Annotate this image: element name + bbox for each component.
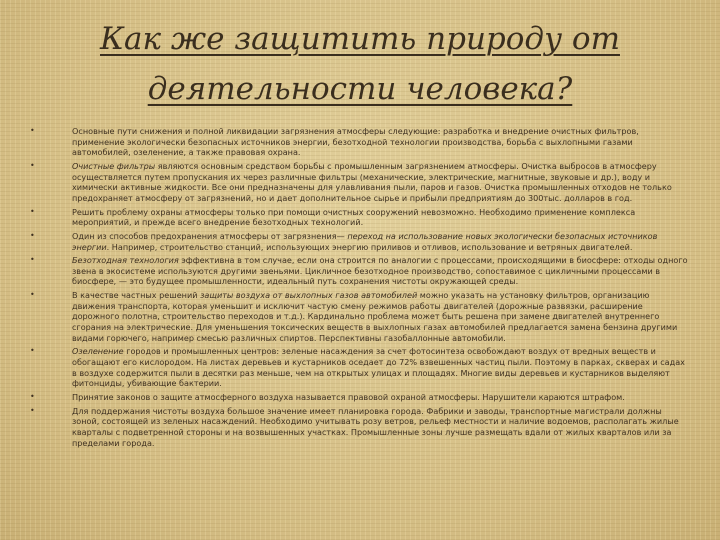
bullet-text: Для поддержания чистоты воздуха большое значение имеет планировка города. Фабрики и заводы, транспортные магистрали должны зоной, состоящей из зеленых насаждений. Необходимо учитывать розу ветров, рельеф местности и наличие водоемов, располагать жилые кварталы с подветренной стороны и на возвышенных участках. Промышленные зоны лучше размещать вдали от жилых кварталов или за пределами города.	[72, 405, 679, 448]
bullet-emphasis: Безотходная технология	[72, 255, 179, 266]
bullet-item	[28, 126, 690, 158]
bullet-emphasis: защиты воздуха от выхлопных газов автомобилей	[200, 290, 418, 301]
bullet-text-after: . Например, строительство станций, использующих энергию приливов и отливов, использование и ветряных двигателей.	[106, 241, 633, 252]
bullet-text: Принятие законов о защите атмосферного воздуха называется правовой охраной атмосферы. Нарушители караются штрафом.	[72, 391, 625, 402]
bullet-item	[28, 161, 690, 203]
bullet-item	[28, 346, 690, 388]
bullet-text: Один из способов предохранения атмосферы от загрязнения—	[72, 230, 348, 241]
title-line-1: Как же защитить природу от	[100, 21, 620, 57]
bullet-text-after: можно указать на установку фильтров, организацию движения транспорта, которая уменьшит и исключит частую смену режимов работы двигателей (дорожные развязки, расширение дорожного полотна, строительство переходов и т.д.). Кардинально проблема может быть решена при замене двигателей внутреннего сгорания на электрические. Для уменьшения токсических веществ в выхлопных газах автомобилей предлагается замена бензина другими видами горючего, например смесью различных спиртов. Перспективны газобаллонные автомобили.	[72, 290, 678, 343]
bullet-emphasis: Очистные фильтры	[72, 160, 156, 171]
bullet-item	[28, 290, 690, 343]
bullet-item	[28, 231, 690, 252]
bullet-text: Основные пути снижения и полной ликвидации загрязнения атмосферы следующие: разработка и внедрение очистных фильтров, применение экологически безопасных источников энергии, безотходной технологии производства, борьба с выхлопными газами автомобилей, озеленение, а также правовая охрана.	[72, 126, 639, 158]
title-line-2: деятельности человека?	[147, 71, 573, 107]
bullet-text: эффективна в том случае, если она строится по аналогии с процессами, происходящими в биосфере: отходы одного звена в экосистеме используются другими звеньями. Цикличное безотходное производство, сопоставимое с цикличными процессами в биосфере, — это будущее промышленности, идеальный путь сохранения чистоты окружающей среды.	[72, 255, 688, 287]
bullet-item	[28, 392, 690, 403]
bullet-item	[28, 207, 690, 228]
bullet-text: городов и промышленных центров: зеленые насаждения за счет фотосинтеза освобождают воздух от вредных веществ и обогащают его кислородом. На листах деревьев и кустарников оседает до 72% взвешенных частиц пыли. Поэтому в парках, скверах и садах в воздухе содержится пыли в десятки раз меньше, чем на открытых улицах и площадях. Многие виды деревьев и кустарников выделяют фитонциды, убивающие бактерии.	[72, 346, 685, 389]
bullet-item	[28, 255, 690, 287]
bullet-emphasis: Озеленение	[72, 346, 124, 357]
bullet-list	[28, 126, 690, 451]
bullet-item	[28, 406, 690, 448]
bullet-text: являются основным средством борьбы с промышленным загрязнением атмосферы. Очистка выбросов в атмосферу осуществляется путем пропускания их через различные фильтры (механические, электрические, магнитные, звуковые и др.), воду и химически активные жидкости. Все они предназначены для улавливания пыли, паров и газов. Очистка промышленных отходов не только предохраняет атмосферу от загрязнений, но и дает дополнительное сырье и прибыли предприятиям до 300тыс. долларов в год.	[72, 160, 672, 203]
bullet-text: Решить проблему охраны атмосферы только при помощи очистных сооружений невозможно. Необходимо применение комплекса мероприятий, и прежде всего внедрение безотходных технологий.	[72, 206, 636, 228]
bullet-emphasis: переход на использование новых экологически безопасных источников энергии	[72, 230, 658, 252]
bullet-text: В качестве частных решений	[72, 290, 201, 301]
slide-title	[40, 14, 680, 114]
